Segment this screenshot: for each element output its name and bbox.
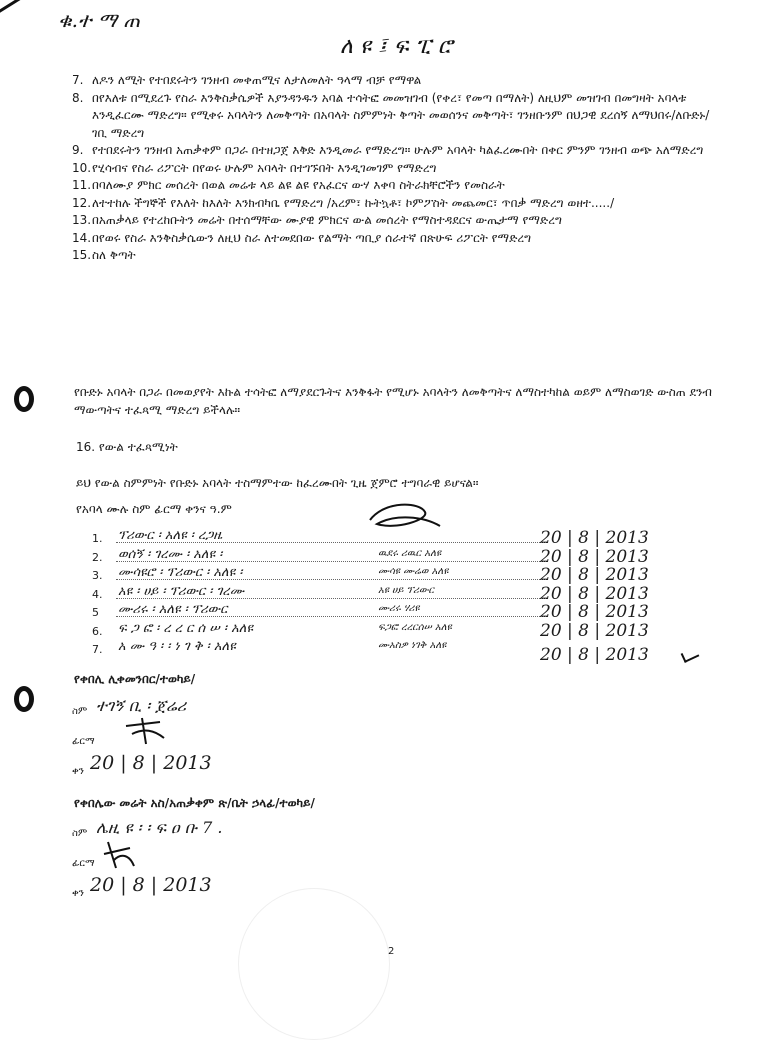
member-date: 20 | 8 | 2013	[540, 620, 649, 641]
section-16-title: 16. የውል ተፈጻሚነት	[76, 440, 178, 454]
chairman-signature-label: ፊርማ	[72, 736, 95, 747]
table-row: 2. ወሰኝ ፡ ገረሙ ፡ አለዩ ፡ ዉደሩ ሪዉር አለዩ 20 | 8 | 2013	[92, 546, 649, 567]
member-date: 20 | 8 | 2013	[540, 565, 649, 585]
chairman-name-value: ተገኝ ቢ ፡ ጀሬሪ	[96, 696, 187, 715]
member-date: 20 | 8 | 2013	[540, 528, 649, 548]
list-item: 8. በየእለቱ በሚደረጉ የስራ እንቅስቃሴዎች እያንዳንዱን አባል ተሳትፎ መመዝገብ (የቀረ፣ የመጣ በማለት) ለዚህም መዝገብ በመግዛት አባላቱ እንዲፈርሙ ማድረግ። የሚቀሩ አባላትን ለመቅጣት በአባላት ስምምነት ቅጣት መወሰንና መቅጣት፣ ገንዘቡንም በህጋዊ ደረሰኝ ለማህበሩ/ለቡድኑ/ ገቢ ማድረግ	[72, 90, 710, 140]
member-name: አዩ ፡ ሀይ ፡ ፕሪውር ፡ ገረሙ	[118, 583, 245, 599]
list-item: 11. በባለሙያ ምክር መሰረት በወል መሬቱ ላይ ልዩ ልዩ የአፈርና ውሃ እቀባ ስትራክቸሮችን የመስራት	[72, 178, 505, 192]
list-item: 12. ለተተከሉ ችግኞች የእለት ከእለት እንክብካቤ የማድረግ /አረም፣ ኩትኳቶ፣ ኮምፖስት መጨመር፣ ጥበቃ ማድረግ ወዘተ...../	[72, 195, 615, 210]
member-signature: ዉደሩ ሪዉር አለዩ	[378, 547, 441, 559]
section-16-text: ይህ የውል ስምምነት የቡድኑ አባላት ተስማምተው ከፈረሙበት ጊዜ ጀምሮ ተግባራዊ ይሆናል።	[76, 476, 479, 490]
member-date: 20 | 8 | 2013	[540, 583, 649, 604]
office-signature-mark-icon	[100, 838, 140, 872]
member-signature: ሙሳዩ ሙሬወ አለዩ	[378, 566, 449, 577]
chairman-heading: የቀበሊ ሊቀመንበር/ተወካይ/	[74, 672, 196, 686]
list-item: 14. በየወሩ የስራ እንቅስቃሴውን ለዚህ ስራ ለተመደበው የልማት ጣቢያ ሰራተኛ በጽሁፍ ሪፖርት የማድረግ	[72, 230, 532, 245]
page-title-handwritten: ለ ዩ ፤ ፍ ፒ ሮ	[340, 34, 453, 59]
list-item: 9. የተበደሩትን ገንዘብ አጠቃቀም በጋራ በተዘጋጀ እቅድ እንዲመራ የማድረግ። ሁሉም አባላት ካልፈረሙበት በቀር ምንም ገንዘብ ወጭ አለማድረግ	[72, 143, 704, 157]
member-signature: አዩ ሀይ ፕሪውር	[378, 584, 434, 596]
member-date: 20 | 8 | 2013	[540, 645, 649, 665]
table-row: 7. አ ሙ ዓ ፡ ፡ ነ ገ ቅ ፡ አለዩ ሙአስዎ ነገቅ አለዩ 20 | 8 | 2013	[92, 639, 649, 665]
list-item: 10. የሂሳብና የስራ ሪፖርት በየወሩ ሁሉም አባላት በተገኙበት እንዲገመገም የማድረግ	[72, 160, 437, 175]
member-signature: ሙአስዎ ነገቅ አለዩ	[378, 640, 447, 651]
chairman-date-value: 20 | 8 | 2013	[90, 752, 212, 774]
member-signature: ፍጋፎ ረረርሰሠ አለዩ	[378, 621, 452, 633]
dotted-line	[116, 579, 546, 580]
faint-stamp-circle	[238, 888, 390, 1040]
member-name: ሙሳዩሮ ፡ ፕሪውር ፡ አለዩ ፡	[118, 565, 243, 580]
chairman-signature-mark-icon	[120, 716, 170, 746]
member-date: 20 | 8 | 2013	[540, 546, 649, 567]
corner-handwritten-note: ቁ.ተ ማ ጠ	[58, 8, 141, 32]
member-name: አ ሙ ዓ ፡ ፡ ነ ገ ቅ ፡ አለዩ	[118, 639, 236, 654]
obligation-list	[72, 72, 712, 265]
member-signature: ሙሪሩ ሃሪዩ	[378, 603, 420, 614]
dotted-line	[116, 542, 546, 543]
punch-hole-icon	[14, 686, 34, 712]
table-row: 5 ሙሪሩ ፡ አለዩ ፡ ፕሪውር ሙሪሩ ሃሪዩ 20 | 8 | 2013	[92, 602, 649, 622]
list-item: 13. በአጠቃላይ የተረከቡትን መሬት በተሰማቸው ሙያዊ ምክርና ውል መሰረት የማስተዳደርና ውጤታማ የማድረግ	[72, 213, 562, 227]
penalty-paragraph: የቡድኑ አባላት በጋራ በመወያየት እኩል ተሳትፎ ለማያደርጉትና እንቅፋት የሚሆኑ አባላትን ለመቅጣትና ለማስተካከል ወይም ለማስወገድ ውስጠ ደንብ ማውጣትና ተፈጻሚ ማድረግ ይችላሉ።	[74, 385, 712, 417]
dotted-line	[116, 598, 546, 599]
table-row: 3. ሙሳዩሮ ፡ ፕሪውር ፡ አለዩ ፡ ሙሳዩ ሙሬወ አለዩ 20 | 8 | 2013	[92, 565, 649, 585]
dotted-line	[116, 616, 546, 617]
office-date-value: 20 | 8 | 2013	[90, 874, 212, 896]
office-name-label: ስም	[72, 828, 88, 839]
member-name: ፕሪውር ፡ አለዩ ፡ ረጋዜ	[118, 528, 223, 543]
table-row: 6. ፍ ጋ ፎ ፡ ረ ረ ር ሰ ሠ ፡ አለዩ ፍጋፎ ረረርሰሠ አለዩ 20 | 8 | 2013	[92, 620, 649, 641]
list-item: 15. ስለ ቅጣት	[72, 248, 136, 262]
list-item: 7. ለዶን ለሚት የተበደሩትን ገንዘብ መቀጠሚና ለታለመለት ዓላማ ብቻ የማዋል	[72, 73, 422, 87]
dotted-line	[116, 561, 546, 562]
page-number: 2	[388, 946, 395, 957]
punch-hole-icon	[14, 386, 34, 412]
member-name: ሙሪሩ ፡ አለዩ ፡ ፕሪውር	[118, 602, 228, 617]
land-office-heading: የቀበሌው መሬት አስ/አጠቃቀም ጽ/ቤት ኃላፊ/ተወካይ/	[74, 796, 315, 810]
member-date: 20 | 8 | 2013	[540, 602, 649, 622]
chairman-name-label: ስም	[72, 706, 88, 717]
office-date-label: ቀን	[72, 888, 84, 899]
office-name-value: ሌዚ ዩ ፡ ፡ ፍ ዐ ቡ 7 .	[96, 818, 223, 837]
member-name: ፍ ጋ ፎ ፡ ረ ረ ር ሰ ሠ ፡ አለዩ	[118, 620, 253, 636]
member-name: ወሰኝ ፡ ገረሙ ፡ አለዩ ፡	[118, 546, 223, 562]
chairman-date-label: ቀን	[72, 766, 84, 777]
table-row: 4. አዩ ፡ ሀይ ፡ ፕሪውር ፡ ገረሙ አዩ ሀይ ፕሪውር 20 | 8 | 2013	[92, 583, 649, 604]
table-row: 1. ፕሪውር ፡ አለዩ ፡ ረጋዜ 20 | 8 | 2013	[92, 528, 649, 548]
signatories-heading: የአባላ ሙሉ ስም ፊርማ ቀንና ዓ.ም	[76, 502, 232, 516]
signatories-table	[92, 528, 712, 665]
office-signature-label: ፊርማ	[72, 858, 95, 869]
